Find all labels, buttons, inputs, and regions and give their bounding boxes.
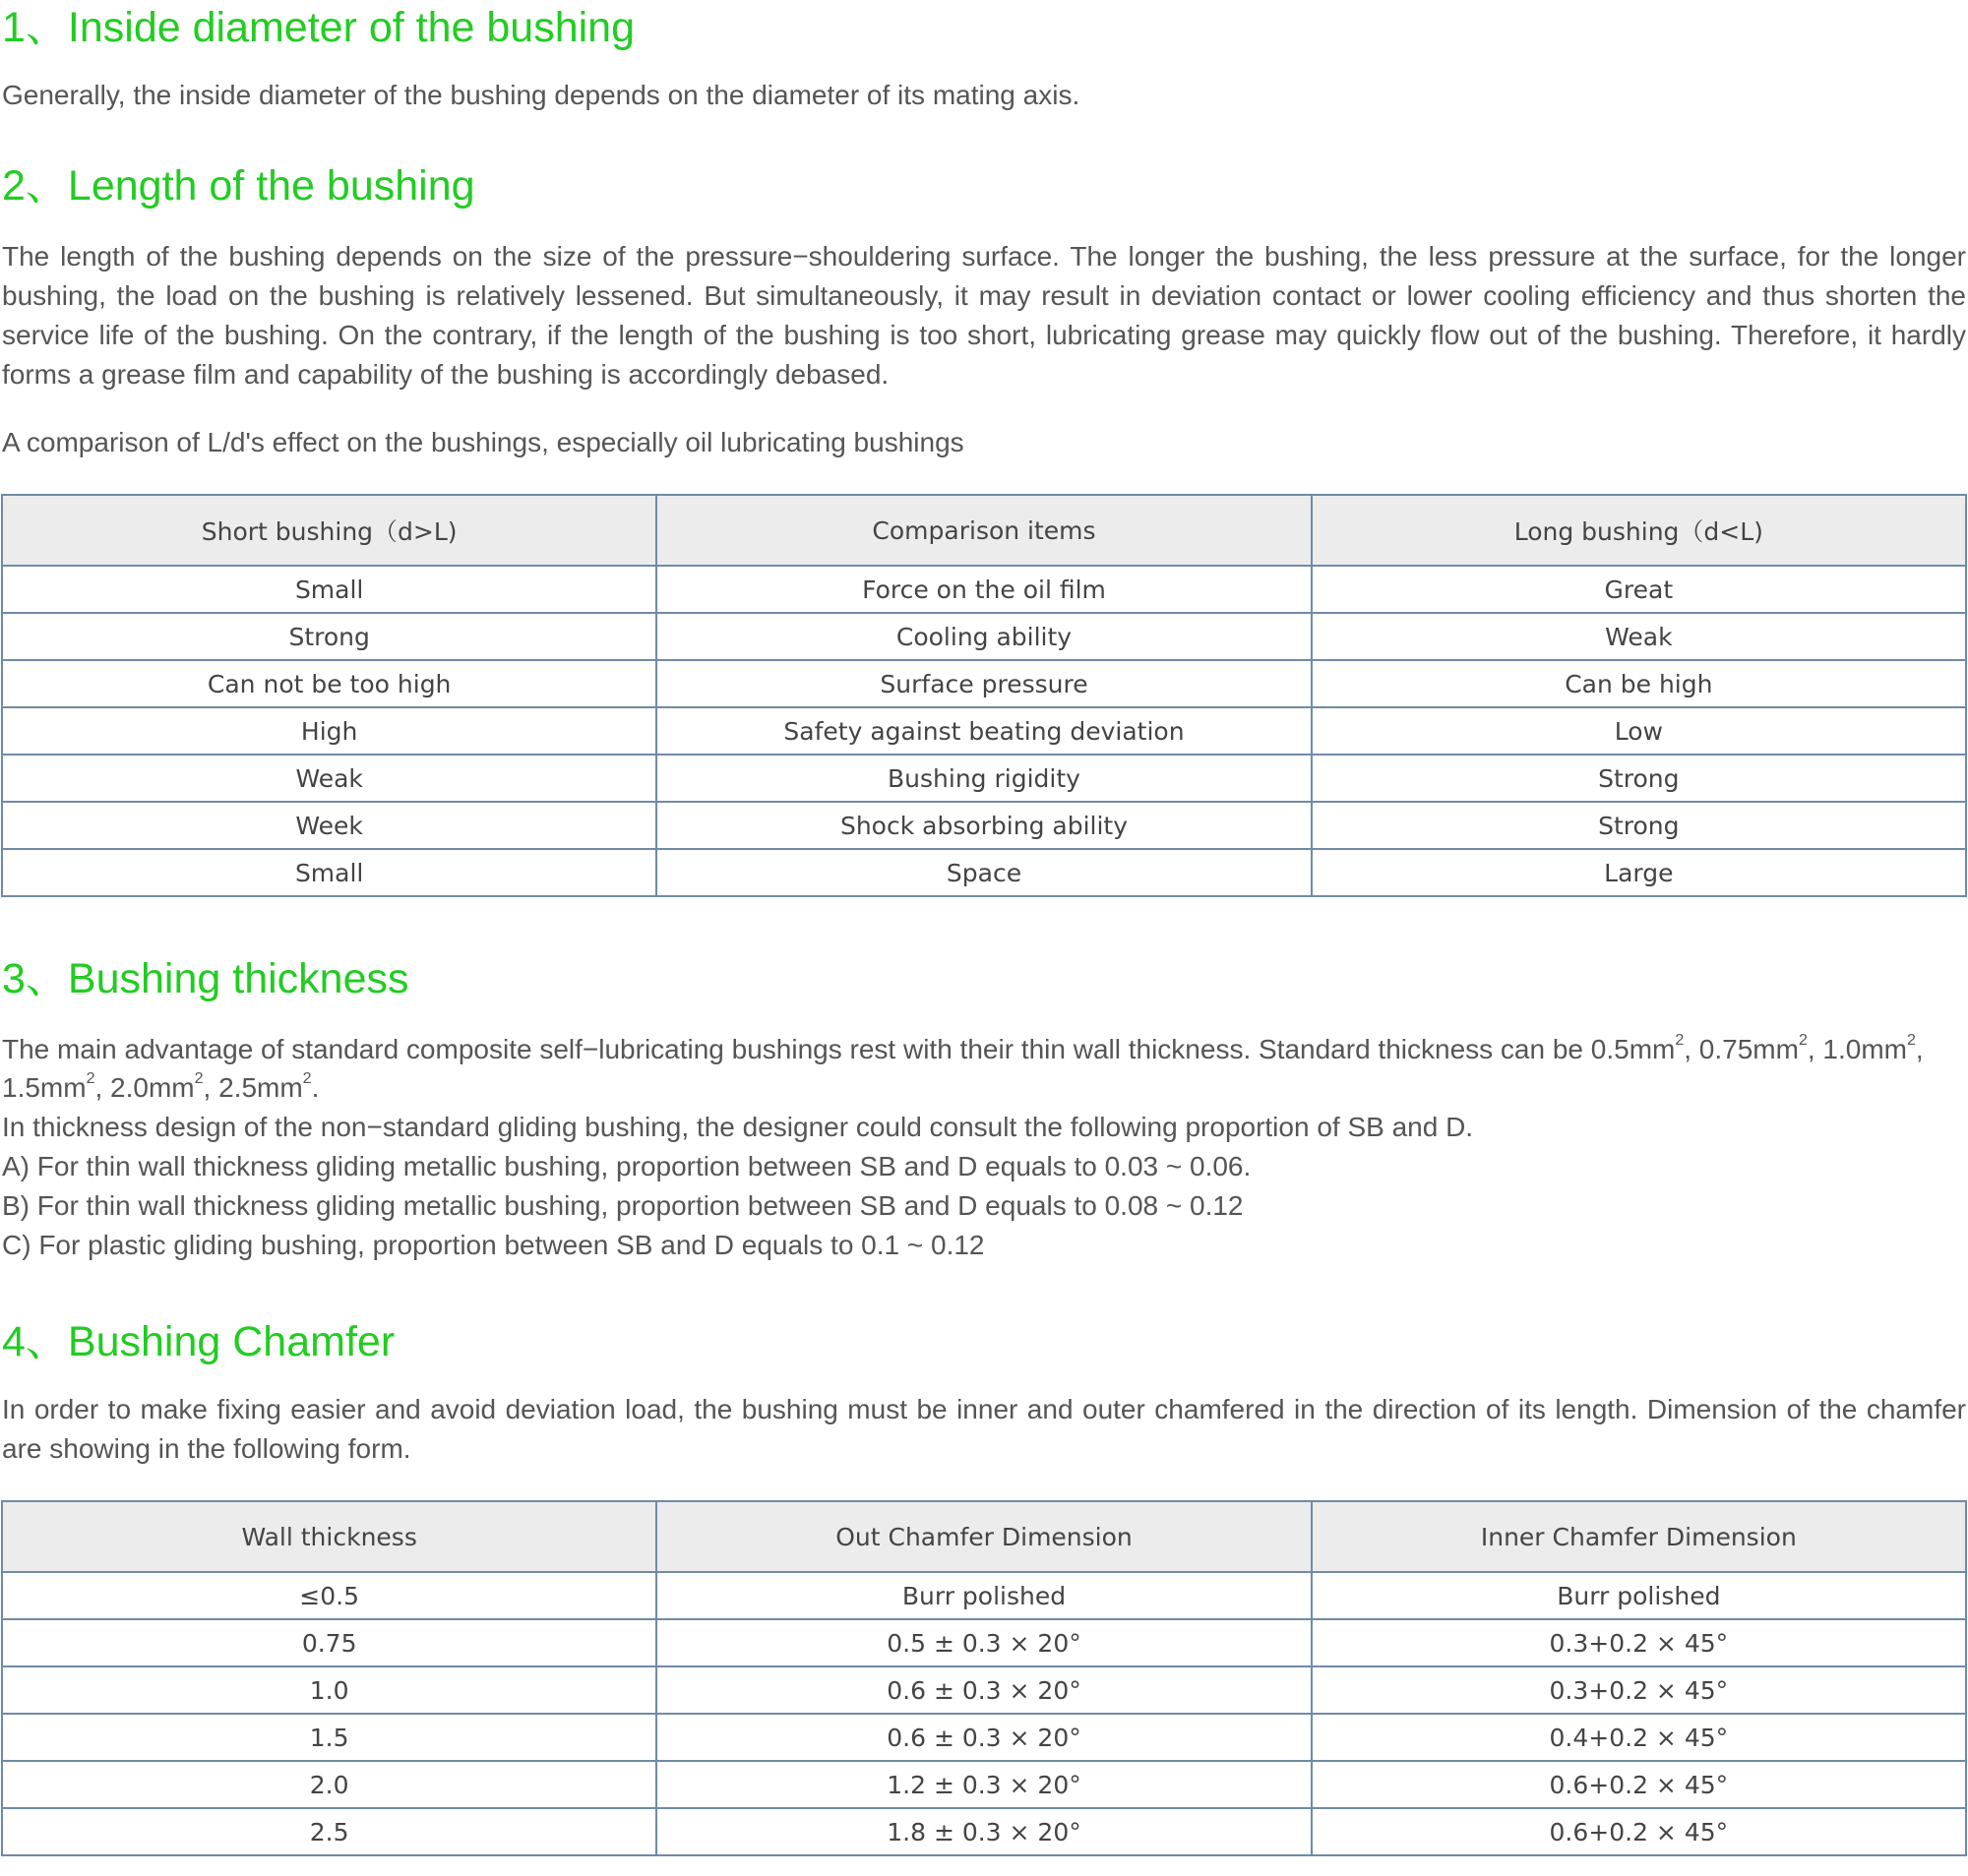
table-cell: 1.5 — [2, 1714, 656, 1761]
table-cell: Force on the oil film — [656, 566, 1311, 613]
table-cell: Strong — [1312, 755, 1966, 802]
table-row — [2, 566, 1966, 613]
table-cell: Strong — [2, 613, 656, 660]
table-cell: Burr polished — [656, 1572, 1311, 1619]
text-fragment: . — [311, 1072, 320, 1103]
table-row — [2, 660, 1966, 707]
table-cell: 0.3+0.2 × 45° — [1312, 1619, 1966, 1666]
table-cell: 1.8 ± 0.3 × 20° — [656, 1808, 1311, 1855]
table-cell: Large — [1312, 849, 1966, 896]
table-cell: 0.6+0.2 × 45° — [1312, 1808, 1966, 1855]
table-cell: Low — [1312, 707, 1966, 755]
table-cell: ≤0.5 — [2, 1572, 656, 1619]
text-fragment: , — [1915, 1034, 1924, 1064]
table-cell: Safety against beating deviation — [656, 707, 1311, 755]
table-cell: 0.75 — [2, 1619, 656, 1666]
table-cell: Can not be too high — [2, 660, 656, 707]
table-cell: 2.0 — [2, 1761, 656, 1808]
superscript: 2 — [1675, 1031, 1685, 1049]
table-cell: Bushing rigidity — [656, 755, 1311, 802]
table-row — [2, 1808, 1966, 1855]
text-fragment: 1.5mm — [2, 1072, 87, 1103]
section-2-heading: 2、Length of the bushing — [2, 162, 475, 210]
table-row — [2, 1572, 1966, 1619]
table-row — [2, 1714, 1966, 1761]
section-2-text: The length of the bushing depends on the size of the pressure−shouldering surface. The longer the bushing, the less pressure at the surface, for the longer bushing, the load on the bushing is relatively lessened. But simultaneously, it may result in deviation contact or lower cooling efficiency and thus shorten the service life of the bushing. On the contrary, if the length of the bushing is too short, lubricating grease may quickly flow out of the bushing. Therefore, it hardly forms a grease film and capability of the bushing is accordingly debased. — [2, 241, 1966, 390]
table-cell: 0.3+0.2 × 45° — [1312, 1666, 1966, 1714]
text-fragment: , 2.5mm — [203, 1072, 303, 1103]
table-header-cell: Inner Chamfer Dimension — [1312, 1501, 1966, 1572]
table-cell: Small — [2, 849, 656, 896]
table-header-cell: Comparison items — [656, 495, 1311, 566]
table-cell: Small — [2, 566, 656, 613]
table-cell: Surface pressure — [656, 660, 1311, 707]
section-3-line-4: A) For thin wall thickness gliding metallic bushing, proportion between SB and D equals to 0.03 ~ 0.06. — [2, 1151, 1252, 1181]
table-cell: 0.6 ± 0.3 × 20° — [656, 1666, 1311, 1714]
table-cell: Shock absorbing ability — [656, 802, 1311, 849]
table-row — [2, 802, 1966, 849]
superscript: 2 — [86, 1069, 95, 1087]
text-fragment: , 0.75mm — [1684, 1034, 1799, 1064]
table-cell: Cooling ability — [656, 613, 1311, 660]
table-header-row — [2, 1501, 1966, 1572]
superscript: 2 — [1907, 1031, 1916, 1049]
table-header-row — [2, 495, 1966, 566]
table-cell: 0.4+0.2 × 45° — [1312, 1714, 1966, 1761]
chamfer-dimension-table — [1, 1500, 1967, 1856]
section-3-line-3: In thickness design of the non−standard gliding bushing, the designer could consult the following proportion of SB and D. — [2, 1112, 1474, 1142]
table-header-cell: Long bushing（d<L) — [1312, 495, 1966, 566]
table-cell: 1.2 ± 0.3 × 20° — [656, 1761, 1311, 1808]
table-cell: Week — [2, 802, 656, 849]
table-1-caption: A comparison of L/d's effect on the bushings, especially oil lubricating bushings — [2, 427, 964, 457]
table-cell: Great — [1312, 566, 1966, 613]
table-row — [2, 849, 1966, 896]
section-3-line-2 — [2, 1068, 319, 1108]
section-1-text: Generally, the inside diameter of the bushing depends on the diameter of its mating axis. — [2, 80, 1080, 110]
table-cell: 0.6 ± 0.3 × 20° — [656, 1714, 1311, 1761]
text-fragment: , 1.0mm — [1807, 1034, 1907, 1064]
table-cell: Weak — [2, 755, 656, 802]
table-row — [2, 755, 1966, 802]
table-header-cell: Out Chamfer Dimension — [656, 1501, 1311, 1572]
table-cell: Burr polished — [1312, 1572, 1966, 1619]
table-cell: Strong — [1312, 802, 1966, 849]
table-cell: Can be high — [1312, 660, 1966, 707]
table-cell: 2.5 — [2, 1808, 656, 1855]
superscript: 2 — [302, 1069, 312, 1087]
superscript: 2 — [194, 1069, 204, 1087]
section-4-text: In order to make fixing easier and avoid deviation load, the bushing must be inner and outer chamfered in the direction of its length. Dimension of the chamfer are showing in the following form. — [2, 1394, 1966, 1464]
table-row — [2, 1761, 1966, 1808]
section-3-line-6: C) For plastic gliding bushing, proportion between SB and D equals to 0.1 ~ 0.12 — [2, 1230, 985, 1260]
table-cell: 0.6+0.2 × 45° — [1312, 1761, 1966, 1808]
section-3-line-1 — [2, 1030, 1924, 1069]
text-fragment: The main advantage of standard composite self−lubricating bushings rest with their thin wall thickness. Standard thickness can be 0.5mm — [2, 1034, 1676, 1064]
ld-comparison-table — [1, 494, 1967, 897]
table-row — [2, 1619, 1966, 1666]
superscript: 2 — [1798, 1031, 1808, 1049]
table-header-cell: Wall thickness — [2, 1501, 656, 1572]
section-3-line-5: B) For thin wall thickness gliding metallic bushing, proportion between SB and D equals to 0.08 ~ 0.12 — [2, 1190, 1244, 1221]
table-cell: 0.5 ± 0.3 × 20° — [656, 1619, 1311, 1666]
text-fragment: , 2.0mm — [94, 1072, 195, 1103]
table-header-cell: Short bushing（d>L) — [2, 495, 656, 566]
table-cell: High — [2, 707, 656, 755]
table-row — [2, 707, 1966, 755]
table-cell: Space — [656, 849, 1311, 896]
table-row — [2, 613, 1966, 660]
table-row — [2, 1666, 1966, 1714]
table-cell: 1.0 — [2, 1666, 656, 1714]
table-cell: Weak — [1312, 613, 1966, 660]
section-4-heading: 4、Bushing Chamfer — [2, 1318, 396, 1365]
section-1-heading: 1、Inside diameter of the bushing — [2, 4, 636, 51]
section-3-heading: 3、Bushing thickness — [2, 955, 409, 1002]
